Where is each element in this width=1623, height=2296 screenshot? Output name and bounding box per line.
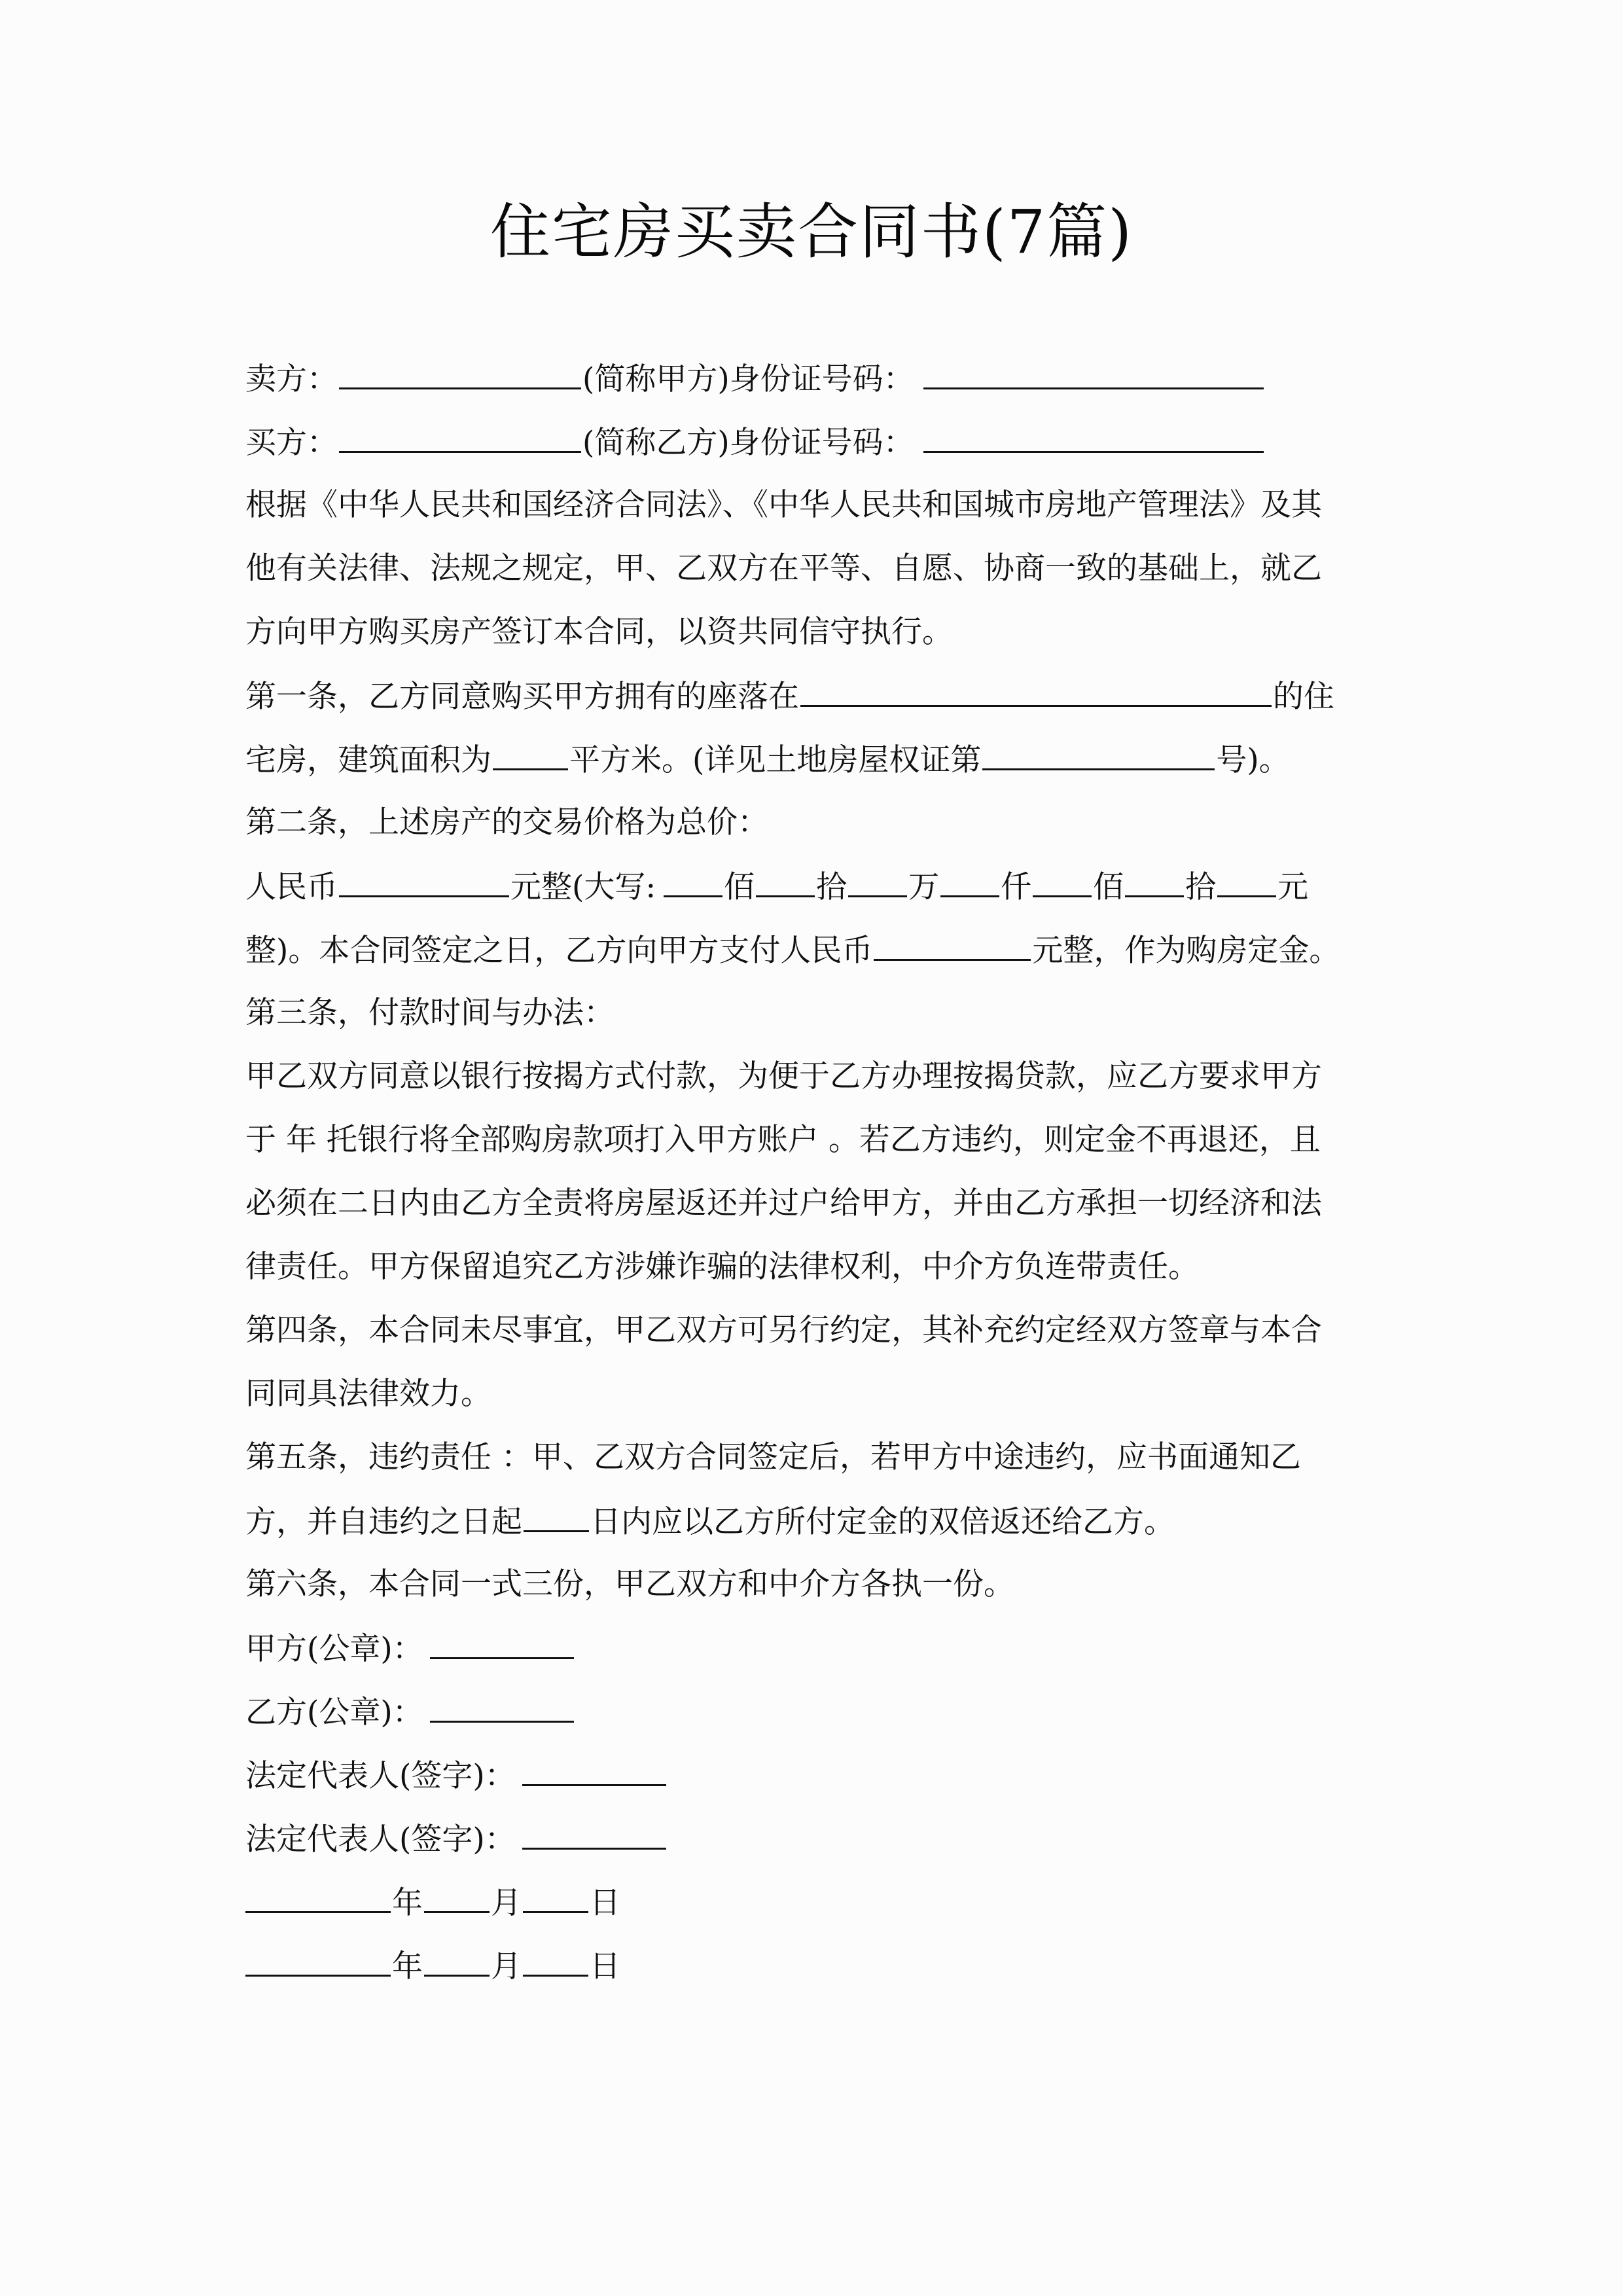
day-field[interactable] xyxy=(523,1946,588,1977)
buyer-label: 买方： xyxy=(245,425,338,461)
month-label: 月 xyxy=(491,1948,522,1984)
price-label: 人民币 xyxy=(245,869,338,905)
seller-name-field[interactable] xyxy=(339,359,581,389)
unit-label: 拾 xyxy=(1185,869,1217,905)
article-5-line-1: 第五条，违约责任 ：甲、乙双方合同签定后，若甲方中途违约，应书面通知乙 xyxy=(245,1439,1301,1475)
article-2-price-line xyxy=(245,867,1308,907)
preamble-line: 方向甲方购买房产签订本合同，以资共同信守执行。 xyxy=(245,614,953,650)
year-label: 年 xyxy=(392,1885,423,1921)
price-digit-field[interactable] xyxy=(940,867,999,897)
buyer-name-field[interactable] xyxy=(339,422,581,453)
seller-label: 卖方： xyxy=(245,361,338,397)
month-field[interactable] xyxy=(424,1882,490,1913)
legal-rep-1-label: 法定代表人(签字)： xyxy=(245,1758,516,1794)
legal-rep-2-line xyxy=(245,1819,668,1859)
year-field[interactable] xyxy=(245,1946,391,1977)
unit-label: 佰 xyxy=(1093,869,1124,905)
price-digit-field[interactable] xyxy=(1033,867,1092,897)
legal-rep-1-line xyxy=(245,1755,668,1796)
property-location-field[interactable] xyxy=(800,676,1272,707)
document-title: 住宅房买卖合同书(7篇) xyxy=(490,197,1133,267)
legal-rep-2-signature-field[interactable] xyxy=(522,1819,666,1850)
party-a-seal-line xyxy=(245,1628,575,1669)
unit-label: 拾 xyxy=(816,869,847,905)
article-5-line-2 xyxy=(245,1501,1175,1542)
unit-label: 仟 xyxy=(1001,869,1032,905)
year-label: 年 xyxy=(392,1948,423,1984)
article-3-line: 于 年 托银行将全部购房款项打入甲方账户 。若乙方违约，则定金不再退还，且 xyxy=(245,1122,1321,1158)
deposit-amount-field[interactable] xyxy=(874,930,1031,961)
price-digit-field[interactable] xyxy=(1217,867,1276,897)
refund-days-field[interactable] xyxy=(524,1501,589,1532)
price-digit-field[interactable] xyxy=(664,867,722,897)
party-a-seal-field[interactable] xyxy=(430,1628,574,1659)
party-b-seal-field[interactable] xyxy=(430,1692,574,1723)
deposit-text: 整)。本合同签定之日，乙方向甲方支付人民币 xyxy=(245,933,873,969)
unit-label: 万 xyxy=(908,869,940,905)
floor-area-field[interactable] xyxy=(493,740,568,770)
buyer-id-label: (简称乙方)身份证号码： xyxy=(582,425,914,461)
price-digit-field[interactable] xyxy=(1125,867,1184,897)
article-1-text: 的住 xyxy=(1273,679,1334,715)
month-field[interactable] xyxy=(424,1946,490,1977)
party-a-seal-label: 甲方(公章)： xyxy=(245,1631,423,1667)
article-3-line: 必须在二日内由乙方全责将房屋返还并过户给甲方，并由乙方承担一切经济和法 xyxy=(245,1185,1322,1221)
preamble-line: 他有关法律、法规之规定，甲、乙双方在平等、自愿、协商一致的基础上，就乙 xyxy=(245,550,1322,586)
certificate-number-field[interactable] xyxy=(982,740,1215,770)
legal-rep-1-signature-field[interactable] xyxy=(522,1755,666,1786)
article-4-line: 同同具法律效力。 xyxy=(245,1376,491,1412)
party-b-seal-label: 乙方(公章)： xyxy=(245,1695,423,1731)
price-digit-field[interactable] xyxy=(756,867,815,897)
month-label: 月 xyxy=(491,1885,522,1921)
date-line-1 xyxy=(245,1882,620,1923)
party-b-seal-line xyxy=(245,1692,575,1732)
day-label: 日 xyxy=(590,1948,620,1984)
preamble-line: 根据《中华人民共和国经济合同法》、《中华人民共和国城市房地产管理法》及其 xyxy=(245,487,1322,523)
article-5-text: 方，并自违约之日起 xyxy=(245,1504,522,1540)
article-3-heading: 第三条，付款时间与办法： xyxy=(245,995,615,1031)
deposit-text: 元整，作为购房定金。 xyxy=(1032,933,1340,969)
price-digit-field[interactable] xyxy=(848,867,907,897)
article-6: 第六条，本合同一式三份，甲乙双方和中介方各执一份。 xyxy=(245,1566,1014,1602)
article-2-heading: 第二条，上述房产的交易价格为总价： xyxy=(245,804,768,840)
article-5-text: 日内应以乙方所付定金的双倍返还给乙方。 xyxy=(590,1504,1175,1540)
article-4-line: 第四条，本合同未尽事宜，甲乙双方可另行约定，其补充约定经双方签章与本合 xyxy=(245,1312,1322,1348)
date-line-2 xyxy=(245,1946,620,1986)
article-1-text: 第一条，乙方同意购买甲方拥有的座落在 xyxy=(245,679,799,715)
article-2-deposit-line xyxy=(245,930,1340,971)
year-field[interactable] xyxy=(245,1882,391,1913)
legal-rep-2-label: 法定代表人(签字)： xyxy=(245,1821,516,1857)
buyer-line xyxy=(245,422,1265,463)
day-label: 日 xyxy=(590,1885,620,1921)
seller-id-label: (简称甲方)身份证号码： xyxy=(582,361,914,397)
article-1-text: 宅房，建筑面积为 xyxy=(245,742,491,778)
seller-line xyxy=(245,359,1265,399)
price-amount-field[interactable] xyxy=(339,867,509,897)
seller-id-field[interactable] xyxy=(923,359,1264,389)
day-field[interactable] xyxy=(523,1882,588,1913)
unit-label: 元 xyxy=(1277,869,1309,905)
price-uppercase-label: 元整(大写: xyxy=(510,869,656,905)
article-3-line: 甲乙双方同意以银行按揭方式付款，为便于乙方办理按揭贷款，应乙方要求甲方 xyxy=(245,1058,1322,1094)
article-1-line-1 xyxy=(245,676,1334,717)
article-3-line: 律责任。甲方保留追究乙方涉嫌诈骗的法律权利，中介方负连带责任。 xyxy=(245,1249,1199,1285)
buyer-id-field[interactable] xyxy=(923,422,1264,453)
unit-label: 佰 xyxy=(724,869,755,905)
article-1-text: 平方米。(详见土地房屋权证第 xyxy=(569,742,982,778)
article-1-line-2 xyxy=(245,740,1290,780)
article-1-text: 号)。 xyxy=(1216,742,1290,778)
